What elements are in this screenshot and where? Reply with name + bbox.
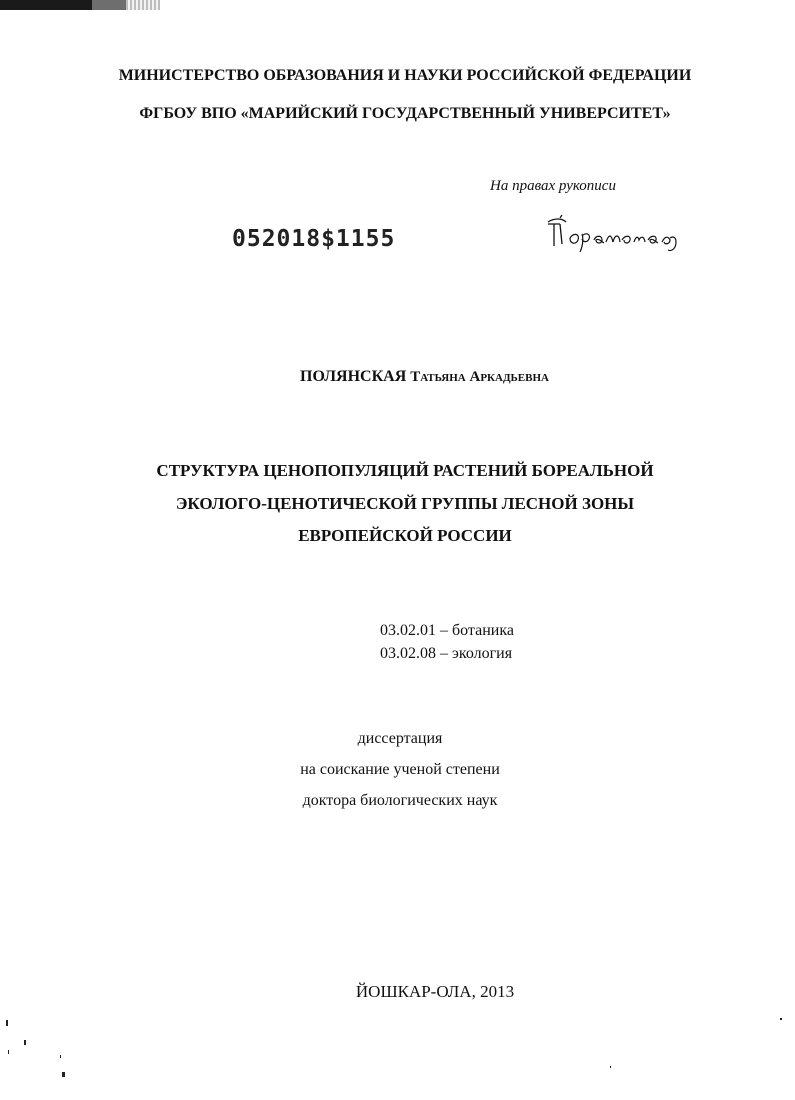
author-given-names: Татьяна Аркадьевна xyxy=(410,369,549,385)
scan-bar-dark xyxy=(0,0,92,10)
scan-bar-light xyxy=(126,0,160,10)
scan-edge-bar xyxy=(0,0,160,10)
scan-speck xyxy=(610,1066,611,1068)
scan-speck xyxy=(24,1040,26,1045)
university-heading: ФГБОУ ВПО «МАРИЙСКИЙ ГОСУДАРСТВЕННЫЙ УНИВЕРСИТЕТ» xyxy=(139,105,671,122)
specialty-botany: 03.02.01 – ботаника xyxy=(380,622,514,639)
scan-speck xyxy=(780,1018,782,1020)
archive-number: 052018$1155 xyxy=(232,226,396,252)
ministry-heading: МИНИСТЕРСТВО ОБРАЗОВАНИЯ И НАУКИ РОССИЙСКОЙ ФЕДЕРАЦИИ xyxy=(118,67,692,84)
city-year: ЙОШКАР-ОЛА, 2013 xyxy=(355,982,515,1001)
scan-bar-mid xyxy=(92,0,126,10)
author-surname: ПОЛЯНСКАЯ xyxy=(300,368,407,385)
author-name xyxy=(300,368,660,386)
degree-line-2: на соискание ученой степени xyxy=(300,761,500,778)
rights-note: На правах рукописи xyxy=(490,178,616,194)
scan-speck xyxy=(8,1050,9,1054)
handwritten-signature xyxy=(540,212,700,257)
degree-line-3: доктора биологических наук xyxy=(302,792,498,809)
scan-speck xyxy=(60,1055,61,1058)
scan-speck xyxy=(6,1020,8,1026)
title-line-3: ЕВРОПЕЙСКОЙ РОССИИ xyxy=(298,526,512,545)
title-line-1: СТРУКТУРА ЦЕНОПОПУЛЯЦИЙ РАСТЕНИЙ БОРЕАЛЬНОЙ xyxy=(156,461,654,480)
scan-speck xyxy=(62,1072,65,1077)
specialty-ecology: 03.02.08 – экология xyxy=(380,645,513,662)
degree-line-1: диссертация xyxy=(357,730,443,747)
title-line-2: ЭКОЛОГО-ЦЕНОТИЧЕСКОЙ ГРУППЫ ЛЕСНОЙ ЗОНЫ xyxy=(175,494,635,513)
